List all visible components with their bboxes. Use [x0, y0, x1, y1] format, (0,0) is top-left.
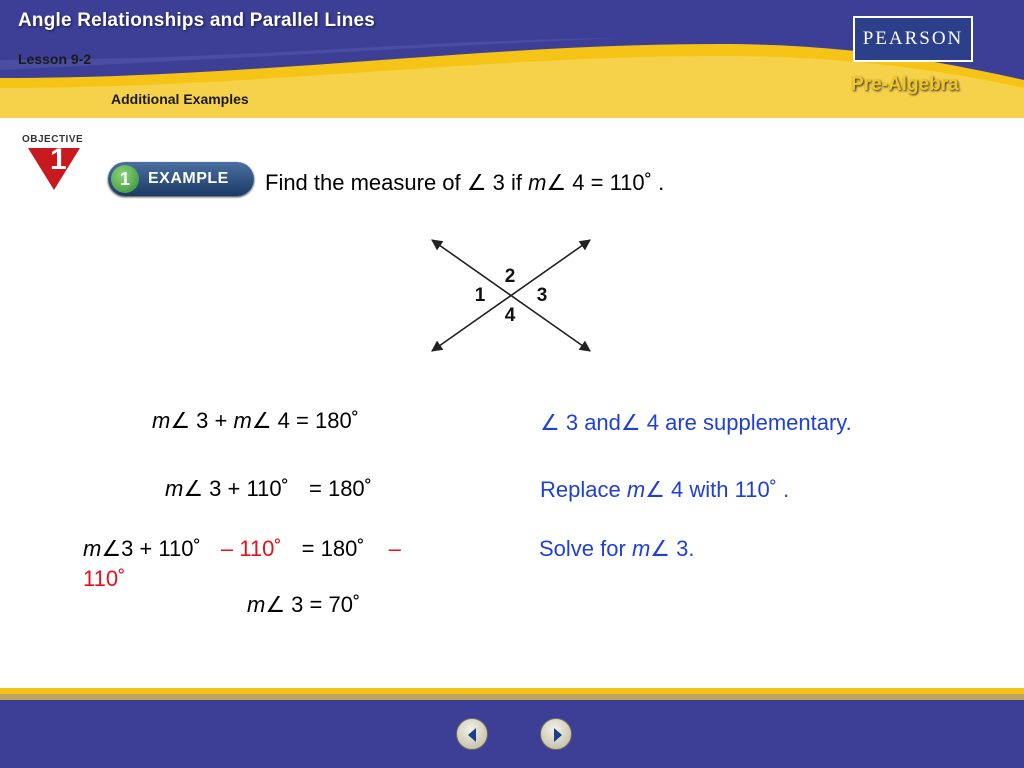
- angle-icon: ∠: [170, 408, 191, 433]
- step-3-text-2: = 180˚: [301, 536, 365, 561]
- previous-button[interactable]: [456, 718, 488, 750]
- measure-symbol: m: [247, 592, 266, 617]
- chevron-left-icon: [457, 719, 489, 751]
- reason-3-text-1: Solve for: [539, 536, 632, 561]
- step-1-text-2: 4 = 180˚: [271, 408, 359, 433]
- measure-symbol: m: [528, 170, 547, 195]
- reason-2-text-3: .: [783, 477, 790, 502]
- angle-label-2: 2: [504, 266, 516, 287]
- angle-icon: ∠: [466, 170, 487, 195]
- measure-symbol: m: [626, 477, 646, 502]
- reason-1-text-2: 4 are supplementary.: [640, 410, 852, 435]
- measure-symbol: m: [631, 536, 651, 561]
- problem-text-3: 4 = 110˚: [566, 170, 659, 195]
- step-3-subtract-left: – 110˚: [220, 536, 282, 561]
- step-3-text-1: 3 + 110˚: [121, 536, 207, 561]
- reason-1-text-1: 3 and: [559, 410, 621, 435]
- step-1: [152, 408, 359, 434]
- section-label: Additional Examples: [111, 91, 249, 107]
- measure-symbol: m: [83, 536, 102, 561]
- angle-label-3: 3: [536, 285, 548, 306]
- angle-icon: ∠: [265, 592, 286, 617]
- problem-statement: [265, 170, 664, 196]
- step-2-text-2: = 180˚: [309, 476, 372, 501]
- objective-number: 1: [50, 143, 67, 176]
- angle-icon: ∠: [183, 476, 204, 501]
- problem-text-1: Find the measure of: [265, 170, 467, 195]
- angle-icon: ∠: [650, 536, 670, 561]
- reason-1: [540, 410, 852, 436]
- angle-icon: ∠: [251, 408, 272, 433]
- example-badge: [108, 162, 254, 196]
- pearson-logo: PEARSON: [853, 16, 973, 62]
- step-2: [165, 476, 372, 502]
- lesson-title: Angle Relationships and Parallel Lines: [18, 10, 376, 31]
- angle-icon: ∠: [540, 410, 560, 435]
- reason-2-text-2: 4 with 110˚: [664, 477, 784, 502]
- footer-background: [0, 688, 1024, 768]
- reason-2: [540, 477, 789, 503]
- step-4: [247, 592, 360, 618]
- angle-label-4: 4: [504, 305, 516, 326]
- step-3: [83, 536, 401, 562]
- lesson-number: Lesson 9-2: [18, 51, 92, 67]
- course-name: Pre-Algebra: [851, 74, 959, 95]
- measure-symbol: m: [233, 408, 252, 433]
- example-number: 1: [111, 165, 139, 193]
- step-2-text-1: 3 + 110˚: [203, 476, 295, 501]
- angle-icon: ∠: [546, 170, 567, 195]
- chevron-right-icon: [541, 719, 573, 751]
- reason-2-text-1: Replace: [540, 477, 627, 502]
- angle-icon: ∠: [620, 410, 641, 435]
- next-button[interactable]: [540, 718, 572, 750]
- intersecting-lines-diagram: [420, 230, 600, 360]
- step-3-subtract-right: –: [388, 536, 401, 561]
- footer-bar: [0, 688, 1024, 768]
- example-label: EXAMPLE: [148, 170, 229, 187]
- angle-icon: ∠: [645, 477, 665, 502]
- objective-label: OBJECTIVE: [22, 134, 84, 145]
- measure-symbol: m: [152, 408, 171, 433]
- header-banner: [0, 0, 1024, 118]
- angle-icon: ∠: [101, 536, 122, 561]
- step-4-text-1: 3 = 70˚: [285, 592, 361, 617]
- objective-marker: [20, 134, 90, 194]
- step-3-wrap: 110˚: [83, 566, 126, 591]
- angle-label-1: 1: [474, 285, 486, 306]
- problem-text-4: .: [658, 170, 665, 195]
- reason-3: [539, 536, 694, 562]
- step-1-text-1: 3 +: [190, 408, 234, 433]
- reason-3-text-2: 3.: [670, 536, 695, 561]
- problem-text-2: 3 if: [486, 170, 529, 195]
- measure-symbol: m: [165, 476, 184, 501]
